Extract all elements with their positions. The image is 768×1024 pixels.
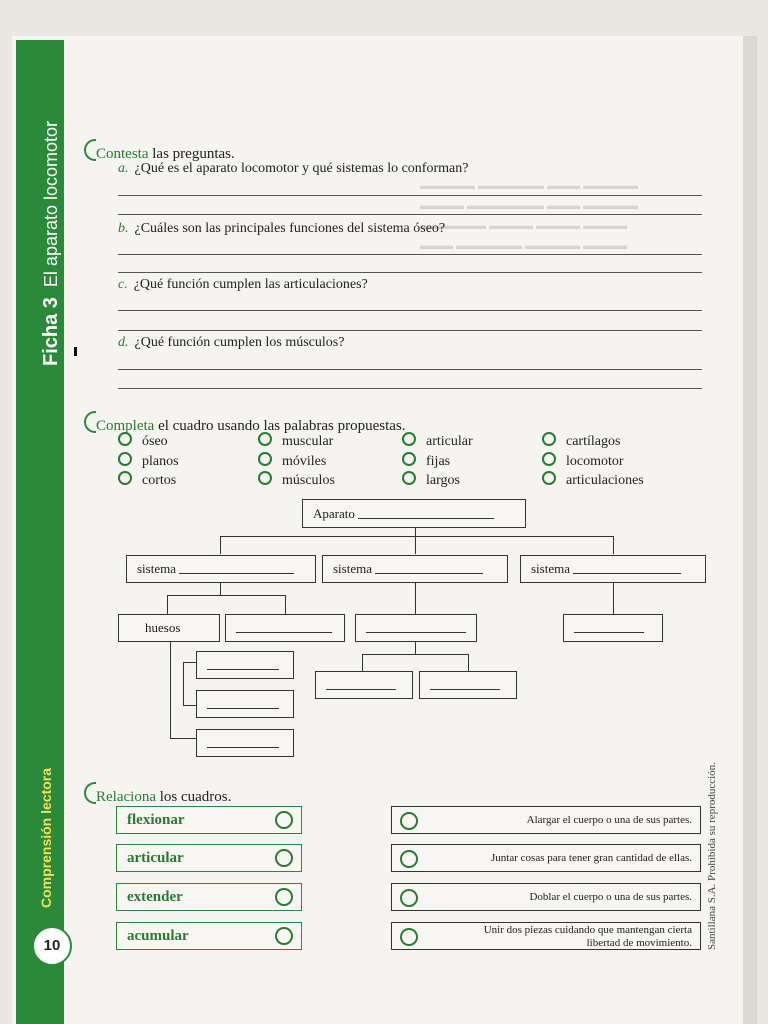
circle-icon[interactable]	[400, 889, 418, 907]
circle-icon[interactable]	[275, 811, 293, 829]
word-option[interactable]: muscular	[258, 432, 333, 450]
connector-line	[167, 595, 285, 596]
page-number: 10	[32, 926, 72, 966]
answer-line[interactable]	[118, 272, 702, 273]
connector-line	[362, 654, 363, 672]
bullet-icon	[542, 452, 556, 466]
question-c: c. ¿Qué función cumplen las articulaciones?	[118, 277, 368, 292]
connector-line	[285, 595, 286, 615]
bleed-through-text: ▬▬▬▬▬ ▬▬▬▬▬▬ ▬▬▬ ▬▬▬▬▬ ▬▬▬▬ ▬▬▬▬▬▬▬ ▬▬▬ ▬▬▬▬▬ ▬▬▬▬▬▬ ▬▬▬▬ ▬▬▬▬ ▬▬▬▬ ▬▬▬ ▬▬▬▬▬▬ ▬▬▬▬▬ ▬▬▬▬	[420, 180, 639, 252]
definition-box[interactable]: Unir dos piezas cuidando que mantengan cierta libertad de movimiento.	[391, 922, 701, 950]
word-option[interactable]: móviles	[258, 452, 326, 470]
word-option[interactable]: locomotor	[542, 452, 624, 470]
bullet-icon	[258, 471, 272, 485]
section-label: Comprensión lectora	[38, 767, 54, 908]
blank-box[interactable]	[225, 614, 345, 642]
term-box-articular[interactable]: articular	[116, 844, 302, 872]
sistema-box-3[interactable]: sistema	[520, 555, 706, 583]
bullet-icon	[402, 471, 416, 485]
bracket-icon	[84, 411, 96, 433]
copyright-note: Santillana S.A. Prohibida su reproducción.	[706, 762, 718, 950]
term-box-flexionar[interactable]: flexionar	[116, 806, 302, 834]
answer-line[interactable]	[118, 214, 702, 215]
bullet-icon	[542, 432, 556, 446]
connector-line	[220, 582, 221, 595]
question-a: a. ¿Qué es el aparato locomotor y qué sistemas lo conforman?	[118, 161, 469, 176]
word-option[interactable]: fijas	[402, 452, 450, 470]
connector-line	[220, 536, 221, 554]
connector-line	[468, 654, 469, 672]
answer-line[interactable]	[118, 254, 702, 255]
connector-line	[183, 705, 196, 706]
relaciona-heading: Relaciona los cuadros.	[84, 782, 231, 806]
word-option[interactable]: articulaciones	[542, 471, 644, 489]
word-option[interactable]: cortos	[118, 471, 176, 489]
bullet-icon	[258, 452, 272, 466]
definition-box[interactable]: Doblar el cuerpo o una de sus partes.	[391, 883, 701, 911]
sistema-box-1[interactable]: sistema	[126, 555, 316, 583]
connector-line	[183, 662, 196, 663]
term-box-extender[interactable]: extender	[116, 883, 302, 911]
contesta-heading: Contesta las preguntas.	[84, 139, 235, 163]
aparato-box[interactable]: Aparato	[302, 499, 526, 528]
answer-line[interactable]	[118, 310, 702, 311]
word-option[interactable]: planos	[118, 452, 179, 470]
word-option[interactable]: cartílagos	[542, 432, 620, 450]
connector-line	[613, 536, 614, 554]
answer-line[interactable]	[118, 369, 702, 370]
blank-box[interactable]	[196, 729, 294, 757]
bracket-icon	[84, 139, 96, 161]
connector-line	[415, 536, 416, 554]
connector-line	[415, 528, 416, 536]
question-d: d. ¿Qué función cumplen los músculos?	[118, 335, 345, 350]
circle-icon[interactable]	[400, 850, 418, 868]
term-box-acumular[interactable]: acumular	[116, 922, 302, 950]
bullet-icon	[118, 452, 132, 466]
blank-box[interactable]	[315, 671, 413, 699]
circle-icon[interactable]	[275, 888, 293, 906]
bullet-icon	[258, 432, 272, 446]
connector-line	[183, 662, 184, 705]
connector-line	[613, 582, 614, 615]
bracket-icon	[84, 782, 96, 804]
answer-line[interactable]	[118, 388, 702, 389]
connector-line	[170, 738, 196, 739]
blank-box[interactable]	[355, 614, 477, 642]
bullet-icon	[118, 471, 132, 485]
completa-heading: Completa el cuadro usando las palabras propuestas.	[84, 411, 406, 435]
answer-line[interactable]	[118, 330, 702, 331]
connector-line	[167, 595, 168, 615]
word-option[interactable]: largos	[402, 471, 460, 489]
definition-box[interactable]: Juntar cosas para tener gran cantidad de ellas.	[391, 844, 701, 872]
word-option[interactable]: músculos	[258, 471, 335, 489]
ficha-title: Ficha 3El aparato locomotor	[40, 120, 62, 366]
huesos-box: huesos	[118, 614, 220, 642]
circle-icon[interactable]	[275, 849, 293, 867]
connector-line	[415, 642, 416, 654]
page-edge	[743, 36, 757, 1024]
connector-line	[362, 654, 468, 655]
margin-mark	[74, 347, 77, 356]
question-b: b. ¿Cuáles son las principales funciones del sistema óseo?	[118, 221, 446, 236]
bullet-icon	[402, 432, 416, 446]
circle-icon[interactable]	[275, 927, 293, 945]
connector-line	[170, 642, 171, 738]
connector-line	[415, 582, 416, 615]
word-option[interactable]: articular	[402, 432, 473, 450]
circle-icon[interactable]	[400, 812, 418, 830]
definition-box[interactable]: Alargar el cuerpo o una de sus partes.	[391, 806, 701, 834]
blank-box[interactable]	[196, 651, 294, 679]
blank-box[interactable]	[563, 614, 663, 642]
bullet-icon	[402, 452, 416, 466]
blank-box[interactable]	[419, 671, 517, 699]
connector-line	[220, 536, 613, 537]
blank-box[interactable]	[196, 690, 294, 718]
bullet-icon	[542, 471, 556, 485]
circle-icon[interactable]	[400, 928, 418, 946]
answer-line[interactable]	[118, 195, 702, 196]
bullet-icon	[118, 432, 132, 446]
sistema-box-2[interactable]: sistema	[322, 555, 508, 583]
word-option[interactable]: óseo	[118, 432, 168, 450]
